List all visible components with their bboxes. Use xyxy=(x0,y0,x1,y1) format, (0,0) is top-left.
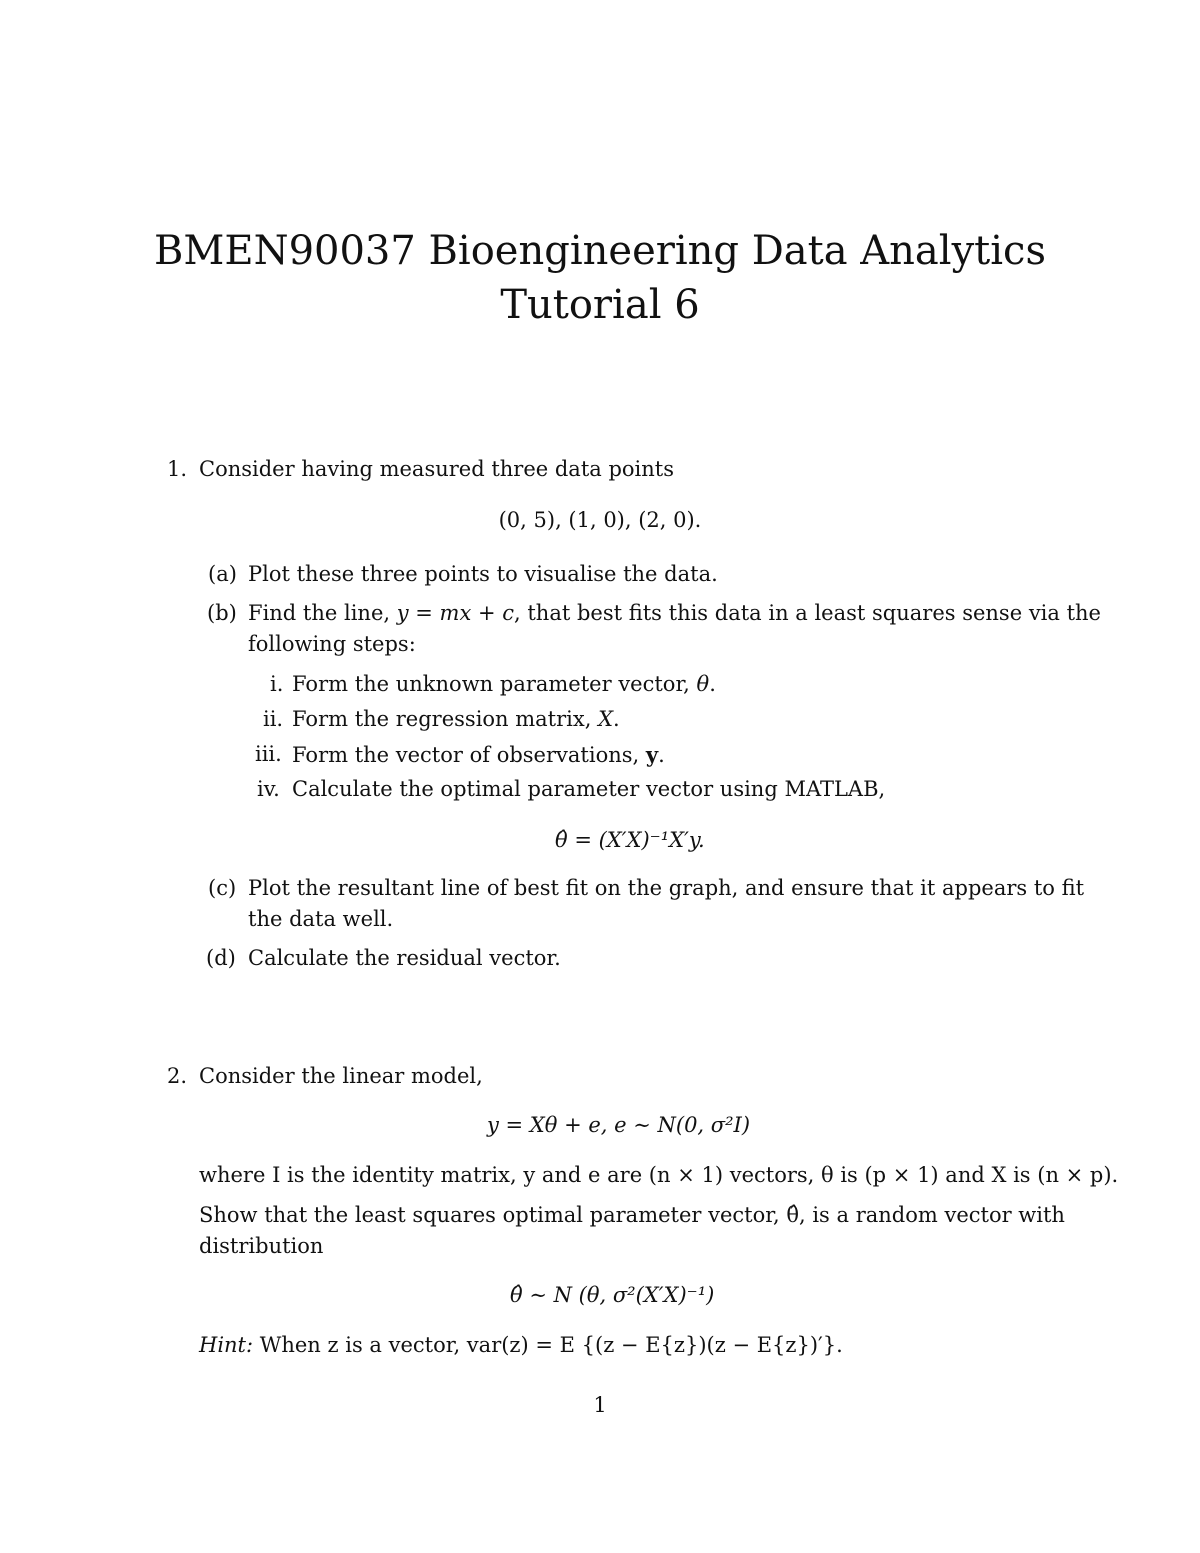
q1b-step-label: iii. xyxy=(255,742,282,766)
q1b-line-equation: y = mx + c xyxy=(396,601,515,625)
q1b-text: Find the line, y = mx + c, that best fits this data in a least squares sense via the xyxy=(248,601,1101,625)
q1b-text-cont: following steps: xyxy=(248,632,416,656)
q1b-step-text: Form the unknown parameter vector, θ. xyxy=(292,672,716,696)
q1b-step-label: i. xyxy=(270,672,284,696)
page-number: 1 xyxy=(593,1393,607,1417)
q2-number: 2. xyxy=(167,1064,188,1088)
q2-distribution: θ̂ ∼ N (θ, σ²(X′X)⁻¹) xyxy=(510,1283,715,1307)
q1b-step-text: Form the vector of observations, y. xyxy=(292,742,665,767)
q1c-label: (c) xyxy=(208,876,237,900)
q1-intro: Consider having measured three data points xyxy=(199,457,675,481)
q1b-step-label: ii. xyxy=(263,707,284,731)
q1-data-points: (0, 5), (1, 0), (2, 0). xyxy=(498,508,702,532)
q2-where-line: where I is the identity matrix, y and e are (n × 1) vectors, θ is (p × 1) and X is (n × p). xyxy=(199,1163,1119,1187)
hint-label: Hint: xyxy=(199,1333,254,1357)
q1b-ols-formula: θ̂ = (X′X)⁻¹X′y. xyxy=(555,828,705,852)
q1c-text-line2: the data well. xyxy=(248,907,394,931)
q1-number: 1. xyxy=(167,457,188,481)
q2-show-line2: distribution xyxy=(199,1234,324,1258)
q1b-step-label: iv. xyxy=(257,777,280,801)
q2-linear-model: y = Xθ + e, e ∼ N(0, σ²I) xyxy=(487,1113,751,1137)
q1b-step-text: Calculate the optimal parameter vector using MATLAB, xyxy=(292,777,886,801)
q1b-step-text: Form the regression matrix, X. xyxy=(292,707,620,731)
q1d-label: (d) xyxy=(206,946,236,970)
q1b-label: (b) xyxy=(207,601,237,625)
hint-text: When z is a vector, var(z) = E {(z − E{z})(z − E{z})′}. xyxy=(253,1333,843,1357)
q1d-text: Calculate the residual vector. xyxy=(248,946,561,970)
q1a-label: (a) xyxy=(208,562,237,586)
q1c-text-line1: Plot the resultant line of best fit on the graph, and ensure that it appears to fit xyxy=(248,876,1085,900)
q2-hint xyxy=(199,1333,843,1357)
q2-intro: Consider the linear model, xyxy=(199,1064,483,1088)
q2-show-line1: Show that the least squares optimal parameter vector, θ̂, is a random vector with xyxy=(199,1203,1065,1227)
tutorial-title: Tutorial 6 xyxy=(500,282,700,328)
course-title: BMEN90037 Bioengineering Data Analytics xyxy=(154,228,1046,274)
q1a-text: Plot these three points to visualise the data. xyxy=(248,562,718,586)
